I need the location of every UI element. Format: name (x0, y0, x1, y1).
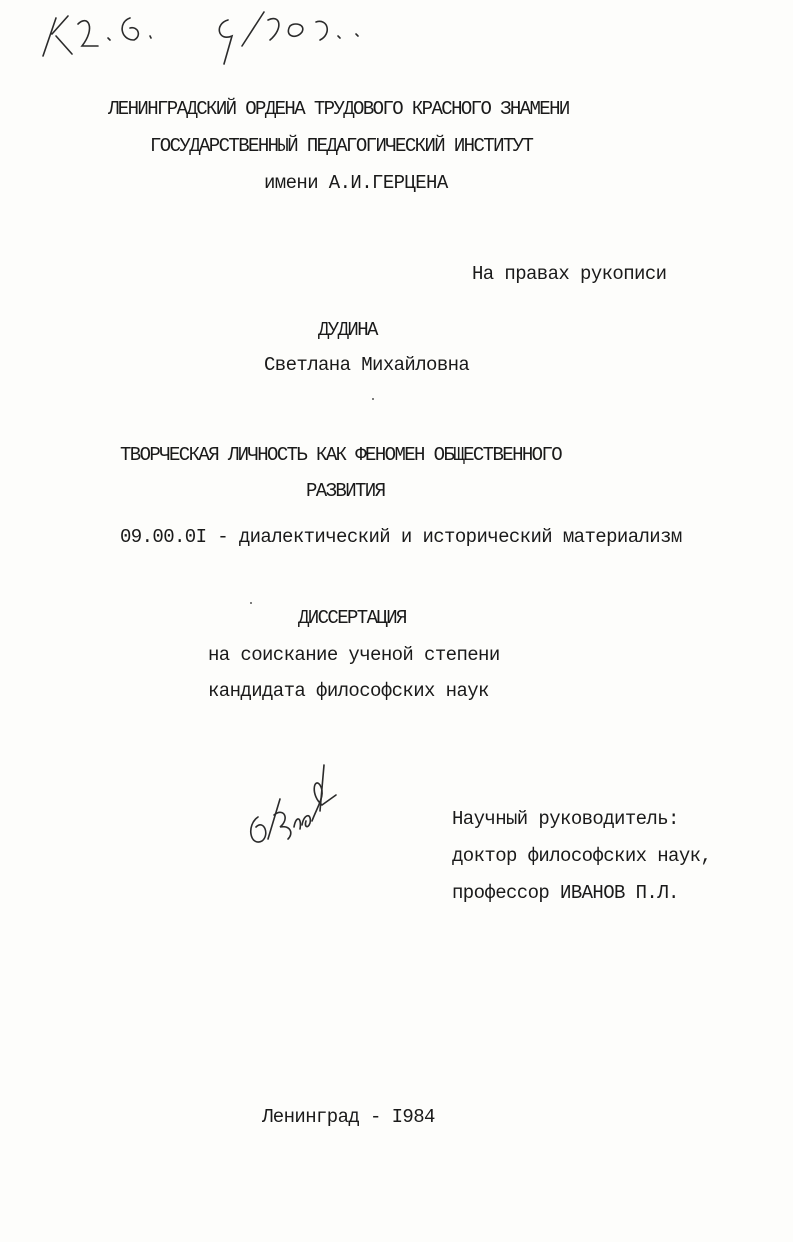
work-type-heading: ДИССЕРТАЦИЯ (298, 607, 406, 629)
work-type-line-2: кандидата философских наук (208, 680, 489, 702)
handwritten-note-text: КГ: 8! 9/7.5 ... (38, 6, 48, 7)
scan-speck (372, 398, 374, 400)
rights-note: На правах рукописи (472, 263, 667, 285)
place-and-year: Ленинград - I984 (262, 1106, 435, 1128)
institution-line-2: ГОСУДАРСТВЕННЫЙ ПЕДАГОГИЧЕСКИЙ ИНСТИТУТ (150, 135, 533, 157)
signature (240, 755, 340, 855)
author-given-names: Светлана Михайловна (264, 354, 470, 376)
signature-text: Сидорова (240, 755, 245, 756)
institution-line-3: имени А.И.ГЕРЦЕНА (264, 172, 448, 194)
work-type-line-1: на соискание ученой степени (208, 644, 500, 666)
supervisor-name: профессор ИВАНОВ П.Л. (452, 882, 679, 904)
supervisor-label: Научный руководитель: (452, 808, 679, 830)
title-line-1: ТВОРЧЕСКАЯ ЛИЧНОСТЬ КАК ФЕНОМЕН ОБЩЕСТВЕННОГО (120, 444, 562, 466)
supervisor-degree: доктор философских наук, (452, 845, 712, 867)
author-surname: ДУДИНА (318, 319, 377, 341)
institution-line-1: ЛЕНИНГРАДСКИЙ ОРДЕНА ТРУДОВОГО КРАСНОГО ЗНАМЕНИ (108, 98, 569, 120)
title-line-2: РАЗВИТИЯ (306, 480, 385, 502)
handwritten-note (38, 6, 438, 66)
scan-speck (250, 602, 252, 604)
specialty-code: 09.00.0I - диалектический и исторический материализм (120, 526, 682, 548)
